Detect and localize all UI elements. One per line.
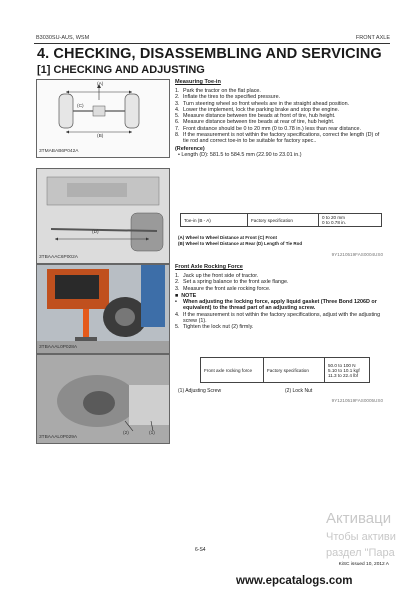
website-watermark: www.epcatalogs.com (236, 575, 353, 587)
toe-in-diagram (36, 79, 170, 158)
page-number: 6-S4 (195, 547, 206, 553)
note-square-icon: ■ (175, 292, 182, 299)
legend-line: (B) Wheel to Wheel Distance at Rear (D) Length of Tie Rod (178, 241, 303, 247)
label-lock-nut: (2) (123, 431, 129, 436)
reference-label: (Reference) (175, 145, 205, 152)
toe-in-step: 4. Lower the implement, lock the parking brake and stop the engine. (175, 106, 340, 113)
toe-in-spec-table (180, 213, 382, 227)
toe-in-legend (178, 235, 383, 247)
bullet: • (178, 151, 182, 158)
document-code: B3030SU-AUS, WSM (36, 35, 90, 41)
toe-in-steps (175, 88, 382, 158)
section-subtitle: [1] CHECKING AND ADJUSTING (37, 64, 205, 76)
rocking-step: 1. Jack up the front side of tractor. (175, 273, 259, 279)
note-header: ■ NOTE (175, 292, 197, 299)
rocking-force-photo (36, 264, 170, 354)
issue-info: KiSC issued 10, 2012 A (338, 562, 389, 567)
toe-in-step: 8. If the measurement is not within the factory specifications, correct the length (D) of tie rod and correct toe-in to be suitable for factory spec.. (175, 132, 380, 145)
figure-2-code: 3TBAAAC6P002A (39, 255, 78, 260)
header-rule (34, 43, 390, 44)
rocking-force-drawing (37, 265, 169, 353)
toe-in-step: 5. Measure distance between tire beads at front of tire, hub height. (175, 113, 336, 120)
spec-type: Factory specification (264, 358, 325, 383)
activation-watermark: Активаци (326, 510, 392, 527)
toe-in-step: 7. Front distance should be 0 to 20 mm (0 to 0.78 in.) less than rear distance. (175, 125, 361, 132)
toe-in-step: 1. Park the tractor on the flat place. (175, 88, 261, 94)
section-name: FRONT AXLE (355, 35, 390, 41)
rocking-steps (175, 273, 382, 331)
figure-3-code: 3TBAAAL0P028A (39, 345, 78, 350)
legend-line: (A) Wheel to Wheel Distance at Front (C) Front (178, 235, 277, 240)
rocking-heading: Front Axle Rocking Force (175, 264, 243, 270)
toe-in-heading: Measuring Toe-in (175, 79, 221, 85)
label-adjusting-screw: (1) (149, 431, 155, 436)
tie-rod-photo (36, 168, 170, 264)
spec-label: Front axle rocking force (201, 358, 264, 383)
activation-watermark-2: Чтобы активи (326, 531, 396, 543)
page-title: 4. CHECKING, DISASSEMBLING AND SERVICING (37, 46, 382, 62)
spec-label: Toe-in (B - A) (181, 214, 248, 227)
note-bullet: • When adjusting the locking force, apply liquid gasket (Three Bond 1206D or equivalent) to the thread part of an adjusting screw. (175, 299, 377, 312)
rocking-step: 5. Tighten the lock nut (2) firmly. (175, 324, 254, 331)
label-b: (B) (97, 134, 104, 139)
label-a: (A) (97, 82, 104, 87)
rocking-step: 2. Set a spring balance to the front axle flange. (175, 279, 289, 286)
rocking-reference-code: 9Y1210519FAS0005US0 (331, 398, 383, 403)
toe-in-step: 2. Inflate the tires to the specified pressure. (175, 94, 281, 101)
adjusting-screw-photo (36, 354, 170, 444)
spec-type: Factory specification (248, 214, 319, 227)
adjusting-screw-drawing (37, 355, 169, 443)
rocking-spec-table (200, 357, 370, 383)
label-c: (C) (77, 104, 84, 109)
toe-in-drawing (37, 80, 169, 157)
tie-rod-drawing (37, 169, 169, 263)
rocking-step: 3. Measure the front axle rocking force. (175, 285, 271, 292)
label-d: (D) (92, 230, 99, 235)
activation-watermark-3: раздел "Пара (326, 547, 395, 559)
toe-in-reference-code: 9Y1210519FAS0004US0 (331, 252, 383, 257)
reference-item: • Length (D): 581.5 to 584.5 mm (22.90 to 23.01 in.) (178, 151, 302, 158)
spec-value: 50.0 to 100 N 5.10 to 10.1 kgf 11.3 to 22.4 lbf (325, 358, 370, 383)
spec-value: 0 to 20 mm 0 to 0.78 in. (319, 214, 382, 227)
figure-1-code: 3TMABAB6P042A (39, 149, 79, 154)
legend-adjusting-screw: (1) Adjusting Screw (178, 388, 222, 394)
rocking-step: 4. If the measurement is not within the factory specifications, adjust with the adjusting screw (1). (175, 311, 381, 325)
figure-4-code: 3TBAAAL0P029A (39, 435, 78, 440)
toe-in-step: 6. Measure distance between tire beads at rear of tire, hub height. (175, 119, 335, 126)
toe-in-step: 3. Turn steering wheel so front wheels are in the straight ahead position. (175, 100, 350, 107)
legend-lock-nut: (2) Lock Nut (285, 388, 313, 394)
